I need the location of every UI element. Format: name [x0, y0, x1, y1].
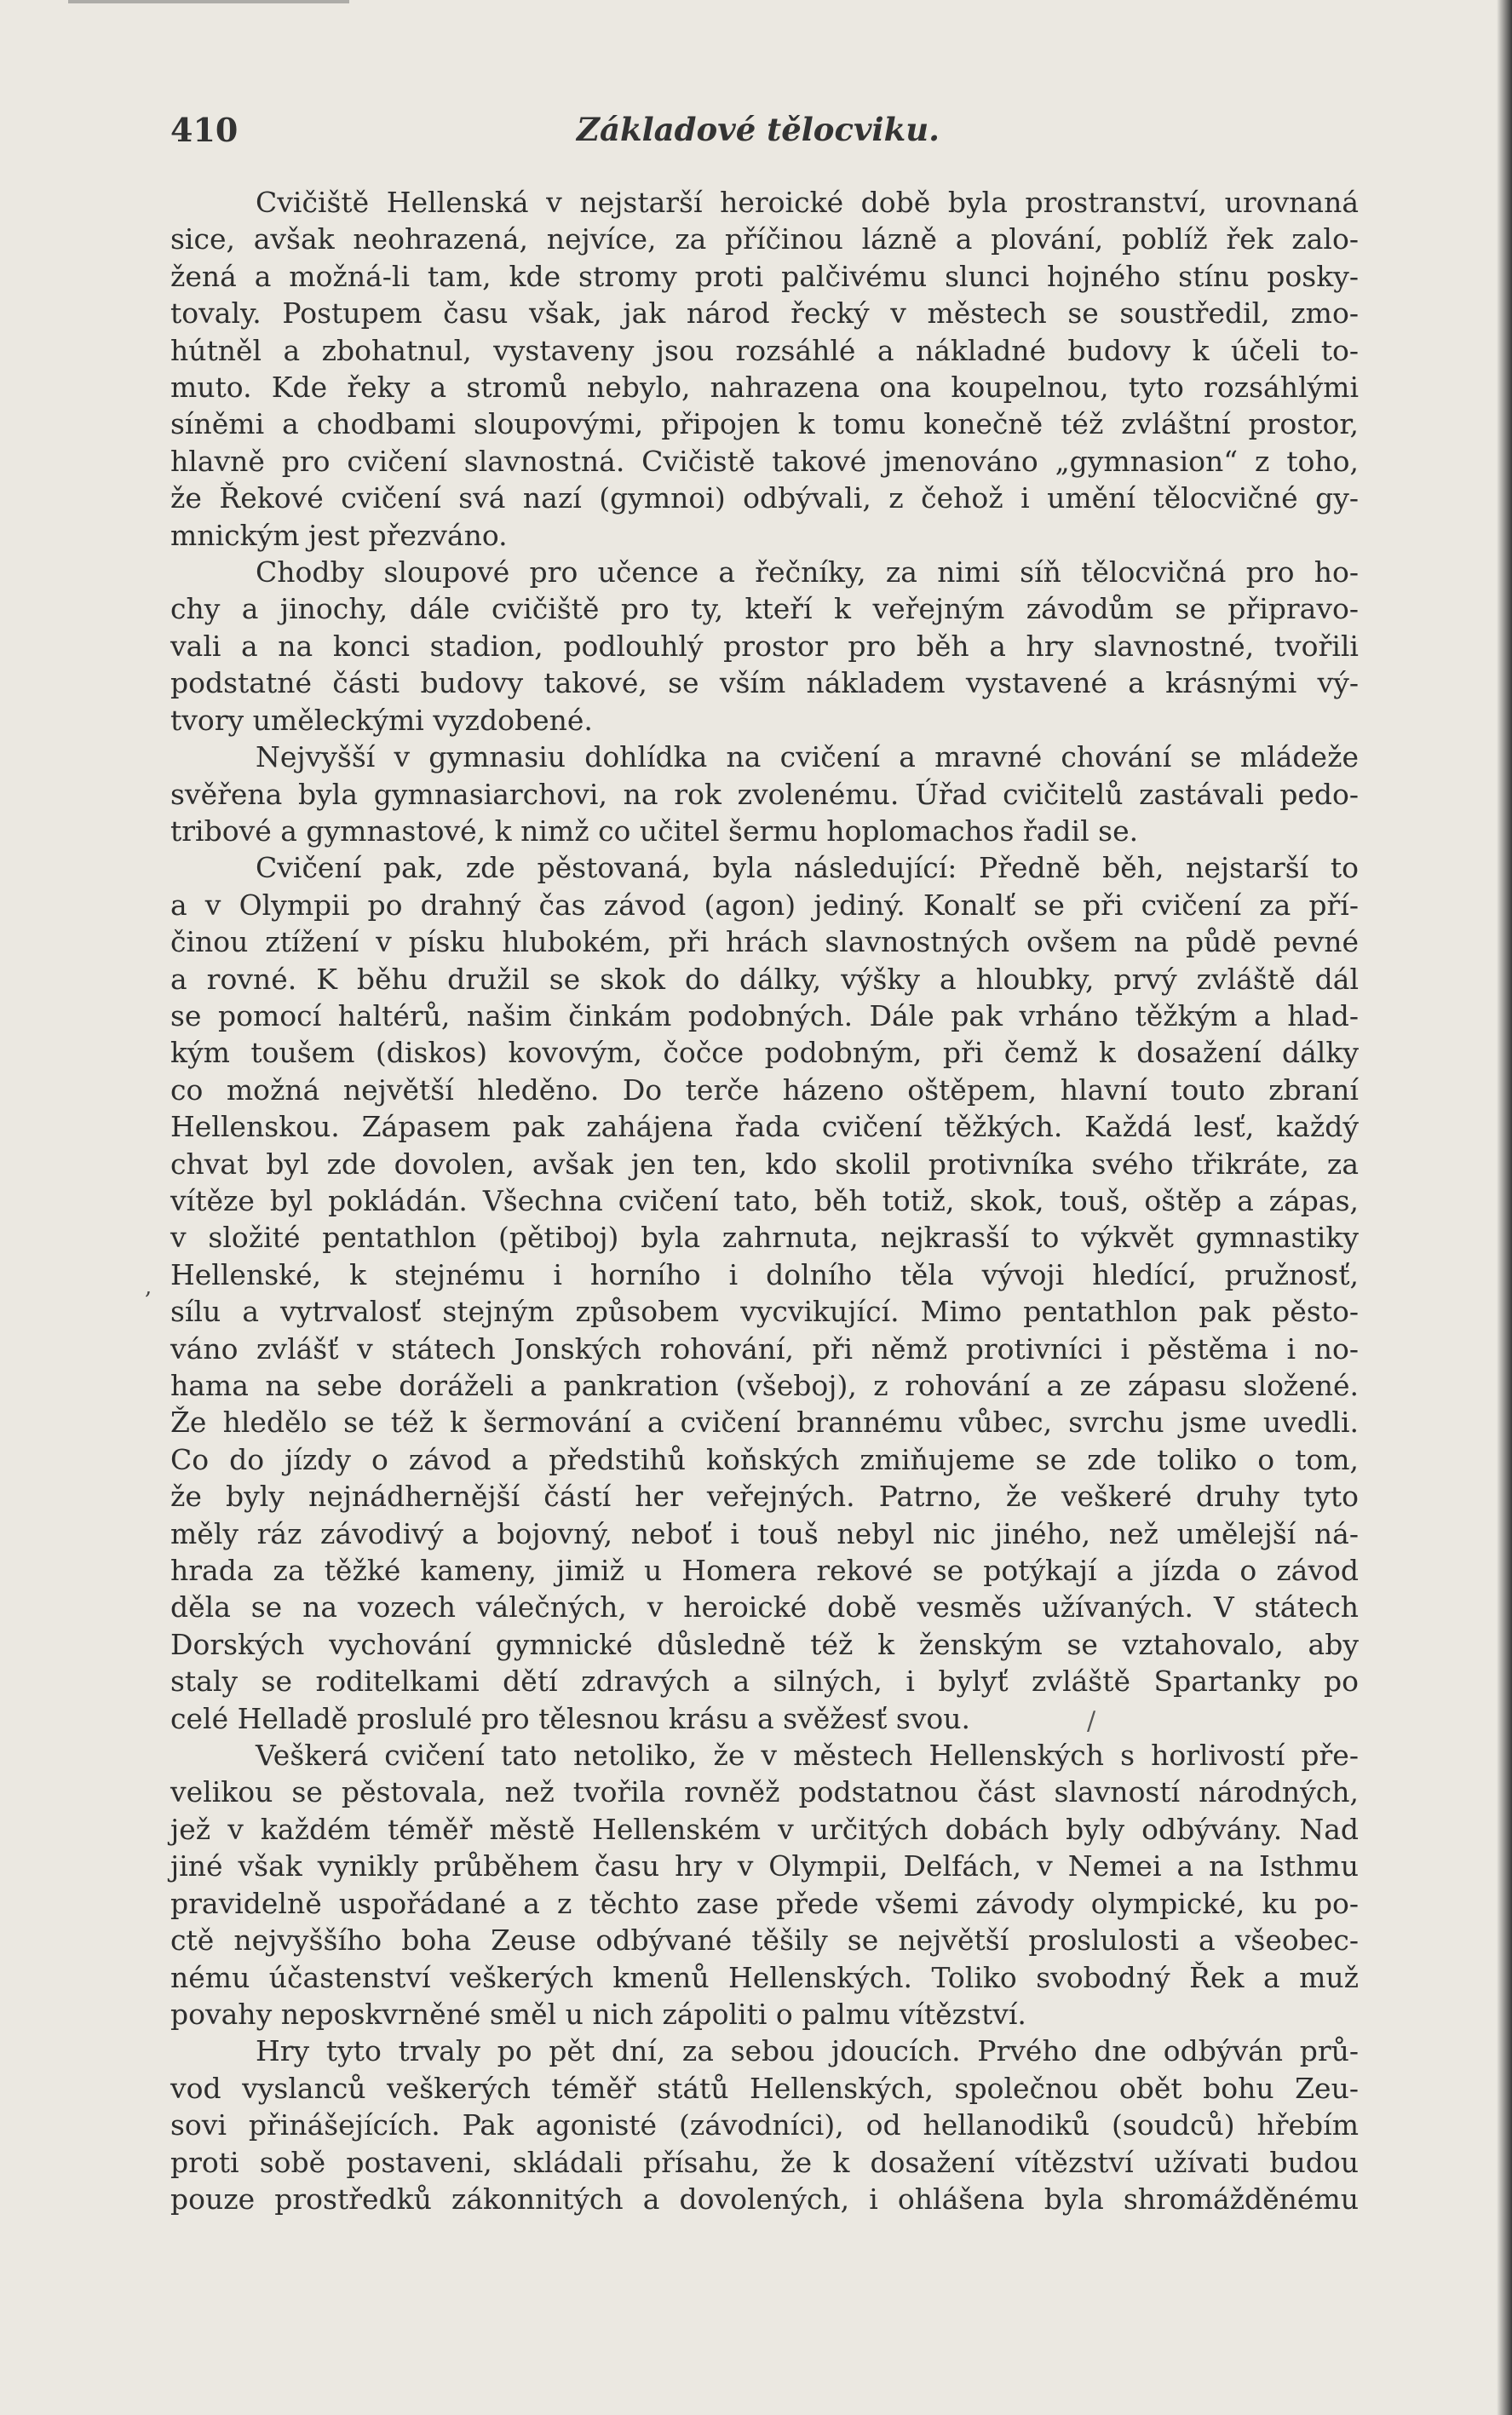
page-number: 410 [170, 111, 239, 149]
text-line: Dorských vychování gymnické důsledně též k ženským se vztahovalo, aby [170, 1627, 1359, 1661]
margin-tick-mark: / [1087, 1706, 1096, 1736]
text-line: pouze prostředků zákonnitých a dovolených, i ohlášena byla shromážděnému [170, 2182, 1359, 2216]
text-line: kým toušem (diskos) kovovým, čočce podobným, při čemž k dosažení dálky [170, 1036, 1359, 1070]
text-line: Nejvyšší v gymnasiu dohlídka na cvičení a mravné chování se mládeže [256, 740, 1359, 774]
text-line: Že hledělo se též k šermování a cvičení brannému vůbec, svrchu jsme uvedli. [170, 1406, 1359, 1440]
text-line: měly ráz závodivý a bojovný, neboť i touš nebyl nic jiného, než umělejší ná- [170, 1516, 1359, 1550]
text-line: chy a jinochy, dále cvičiště pro ty, kteří k veřejným závodům se připravo- [170, 592, 1359, 626]
text-line: tovaly. Postupem času však, jak národ řecký v městech se soustředil, zmo- [170, 296, 1359, 331]
text-line: hútněl a zbohatnul, vystaveny jsou rozsáhlé a nákladné budovy k účeli to- [170, 333, 1359, 367]
text-line: Cvičiště Hellenská v nejstarší heroické době byla prostranství, urovnaná [256, 186, 1359, 219]
text-line: že byly nejnádhernější částí her veřejných. Patrno, že veškeré druhy tyto [170, 1480, 1359, 1514]
running-title: Základové tělocviku. [577, 111, 940, 148]
text-line: vod vyslanců veškerých téměř států Hellenských, společnou obět bohu Zeu- [170, 2071, 1359, 2105]
text-line: se pomocí haltérů, našim činkám podobných. Dále pak vrháno těžkým a hlad- [170, 998, 1359, 1032]
text-line: mnickým jest přezváno. [170, 518, 508, 552]
text-line: sice, avšak neohrazená, nejvíce, za příčinou lázně a plování, poblíž řek zalo- [170, 222, 1359, 256]
scan-edge-right [1497, 0, 1512, 2415]
text-line: velikou se pěstovala, než tvořila rovněž podstatnou část slavností národných, [170, 1775, 1359, 1809]
text-line: sílu a vytrvalosť stejným způsobem vycvikující. Mimo pentathlon pak pěsto- [170, 1295, 1359, 1329]
text-line: v složité pentathlon (pětiboj) byla zahrnuta, nejkrasší to výkvět gymnastiky [170, 1221, 1359, 1255]
text-line: a rovné. K běhu družil se skok do dálky, výšky a hloubky, prvý zvláště dál [170, 962, 1359, 996]
text-line: jiné však vynikly průběhem času hry v Olympii, Delfách, v Nemei a na Isthmu [170, 1849, 1359, 1883]
scan-edge-top [68, 0, 349, 19]
text-line: svěřena byla gymnasiarchovi, na rok zvolenému. Úřad cvičitelů zastávali pedo- [170, 777, 1359, 811]
text-line: sovi přinášejících. Pak agonisté (závodníci), od hellanodiků (soudců) hřebím [170, 2108, 1359, 2142]
text-line: ctě nejvyššího boha Zeuse odbývané těšily se největší proslulosti a všeobec- [170, 1923, 1359, 1958]
text-line: že Řekové cvičení svá nazí (gymnoi) odbývali, z čehož i umění tělocvičné gy- [170, 481, 1359, 515]
text-line: Veškerá cvičení tato netoliko, že v městech Hellenských s horlivostí pře- [256, 1739, 1359, 1773]
text-line: Hry tyto trvaly po pět dní, za sebou jdoucích. Prvého dne odbýván prů- [256, 2034, 1359, 2068]
text-line: hama na sebe doráželi a pankration (všeboj), z rohování a ze zápasu složené. [170, 1369, 1359, 1402]
text-line: povahy neposkvrněné směl u nich zápoliti o palmu vítězství. [170, 1997, 1026, 2031]
text-line: podstatné části budovy takové, se vším nákladem vystavené a krásnými vý- [170, 666, 1359, 700]
text-line: staly se roditelkami dětí zdravých a silných, i bylyť zvláště Spartanky po [170, 1665, 1359, 1699]
text-line: hrada za těžké kameny, jimiž u Homera rekové se potýkají a jízda o závod [170, 1554, 1359, 1588]
text-line: žená a možná-li tam, kde stromy proti palčivému slunci hojného stínu posky- [170, 259, 1359, 293]
page-header [170, 111, 1346, 162]
text-line: Chodby sloupové pro učence a řečníky, za nimi síň tělocvičná pro ho- [256, 555, 1359, 589]
text-line: Hellenské, k stejnému i horního i dolního těla vývoji hledící, pružnosť, [170, 1257, 1359, 1291]
text-line: jež v každém téměř městě Hellenském v určitých dobách byly odbývány. Nad [170, 1812, 1359, 1846]
text-line: muto. Kde řeky a stromů nebylo, nahrazena ona koupelnou, tyto rozsáhlými [170, 371, 1359, 405]
text-line: a v Olympii po drahný čas závod (agon) jediný. Konalť se při cvičení za pří- [170, 888, 1359, 922]
text-line: celé Helladě proslulé pro tělesnou krásu a svěžesť svou. [170, 1701, 971, 1735]
text-line: Hellenskou. Zápasem pak zahájena řada cvičení těžkých. Každá lesť, každý [170, 1110, 1359, 1144]
text-line: Co do jízdy o závod a předstihů koňských zmiňujeme se zde toliko o tom, [170, 1442, 1359, 1476]
body-text [170, 184, 1359, 2217]
margin-comma-mark: , [145, 1274, 152, 1300]
text-line: nému účastenství veškerých kmenů Hellenských. Toliko svobodný Řek a muž [170, 1960, 1359, 1994]
text-line: tvory uměleckými vyzdobené. [170, 703, 593, 737]
text-line: děla se na vozech válečných, v heroické době vesměs užívaných. V státech [170, 1590, 1359, 1624]
text-line: co možná největší hleděno. Do terče házeno oštěpem, hlavní touto zbraní [170, 1072, 1359, 1107]
text-line: váno zvlášť v státech Jonských rohování, při němž protivníci i pěstěma i no- [170, 1331, 1359, 1366]
text-line: hlavně pro cvičení slavnostná. Cvičistě takové jmenováno „gymnasion“ z toho, [170, 444, 1359, 478]
text-line: pravidelně uspořádané a z těchto zase přede všemi závody olympické, ku po- [170, 1886, 1359, 1920]
text-line: tribové a gymnastové, k nimž co učitel šermu hoplomachos řadil se. [170, 814, 1139, 848]
text-line: Cvičení pak, zde pěstovaná, byla následující: Předně běh, nejstarší to [256, 851, 1359, 885]
text-line: síněmi a chodbami sloupovými, připojen k tomu konečně též zvláštní prostor, [170, 407, 1359, 441]
text-line: proti sobě postaveni, skládali přísahu, že k dosažení vítězství užívati budou [170, 2145, 1359, 2179]
text-line: vítěze byl pokládán. Všechna cvičení tato, běh totiž, skok, touš, oštěp a zápas, [170, 1183, 1359, 1217]
text-line: vali a na konci stadion, podlouhlý prostor pro běh a hry slavnostné, tvořili [170, 629, 1359, 663]
text-line: chvat byl zde dovolen, avšak jen ten, kdo skolil protivníka svého třikráte, za [170, 1147, 1359, 1181]
text-line: činou ztížení v písku hlubokém, při hrách slavnostných ovšem na půdě pevné [170, 925, 1359, 959]
